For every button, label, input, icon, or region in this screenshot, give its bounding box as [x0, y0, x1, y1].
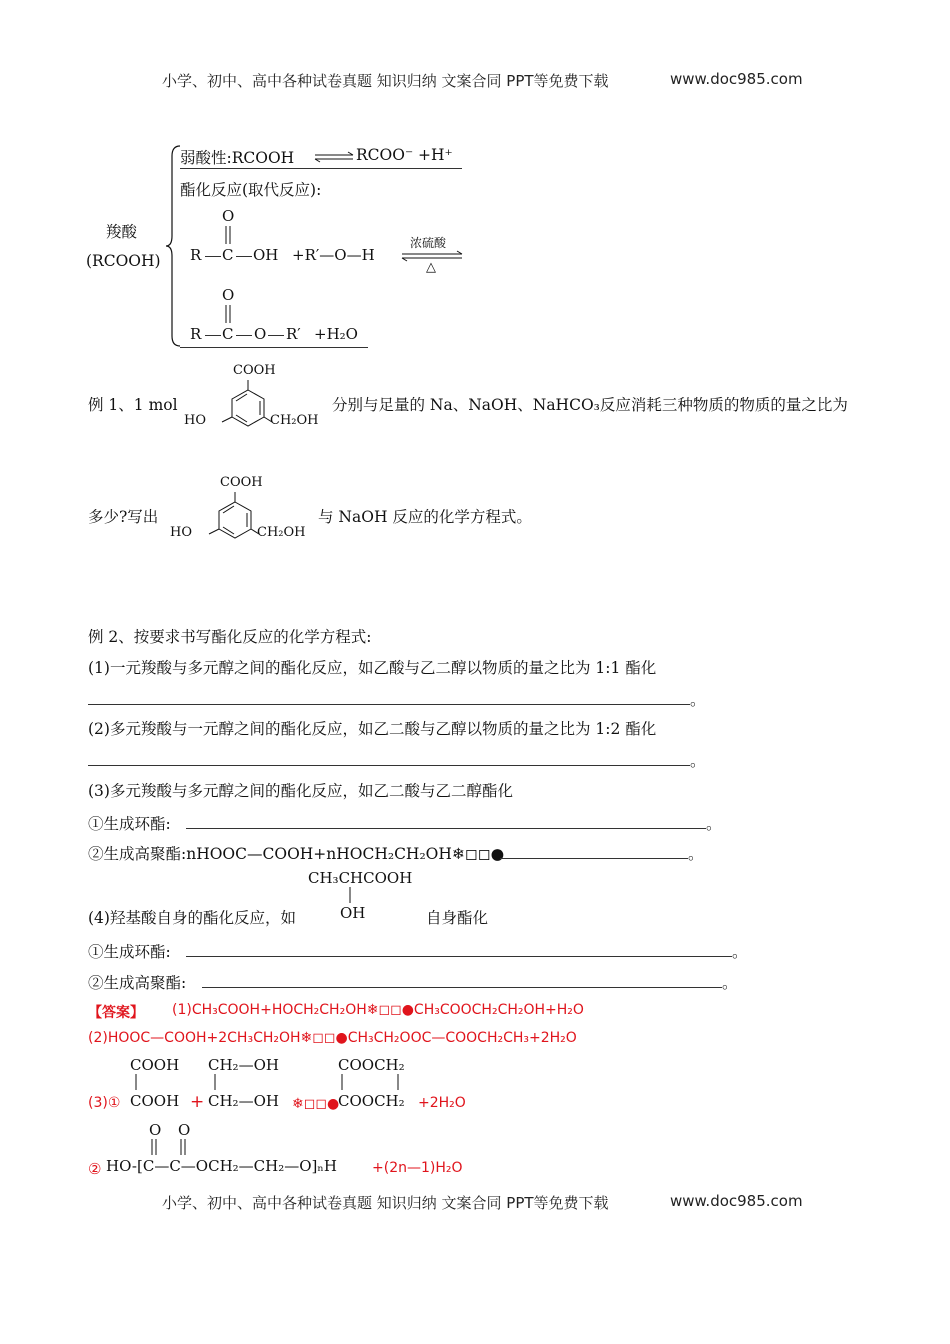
cyclic-top: COOCH₂: [338, 1056, 405, 1074]
period: 。: [690, 691, 706, 709]
question-3b: ②生成高聚酯:nHOOC—COOH+nHOCH₂CH₂OH❄◻◻●: [88, 845, 505, 863]
acid-c-atom: C: [222, 246, 234, 264]
struct-left: HO: [184, 413, 206, 428]
period: 。: [690, 752, 706, 770]
bond: [268, 335, 284, 336]
struct-top: COOH: [220, 475, 263, 490]
curly-brace: [164, 140, 184, 350]
period: 。: [706, 815, 722, 833]
answer-4-prefix: ②: [88, 1160, 102, 1178]
example1-prefix: 例 1、1 mol: [88, 396, 178, 414]
period: 。: [722, 974, 738, 992]
ester-c-atom: C: [222, 325, 234, 343]
lactic-top: CH₃CHCOOH: [308, 869, 413, 887]
example1-line2-suffix: 与 NaOH 反应的化学方程式。: [318, 508, 532, 526]
answer-line-4b[interactable]: [202, 987, 722, 988]
answer-3-prefix: (3)①: [88, 1095, 121, 1111]
answer-line-3b[interactable]: [500, 858, 688, 859]
alcohol-reactant: +R′—O—H: [292, 246, 375, 264]
example1-line2-prefix: 多少?写出: [88, 508, 159, 526]
ester-o-link: O: [254, 325, 267, 343]
acid-r-group: R: [190, 246, 202, 264]
question-4-prefix: (4)羟基酸自身的酯化反应，如: [88, 909, 296, 927]
carbonyl-o-1: O: [149, 1121, 162, 1139]
bond: [135, 1074, 139, 1090]
ester-double-bond: [223, 305, 233, 325]
answer-3-water: +2H₂O: [418, 1095, 466, 1111]
question-4-suffix: 自身酯化: [426, 909, 489, 927]
period: 。: [732, 943, 748, 961]
glycol-bottom: CH₂—OH: [208, 1092, 279, 1110]
bond: [236, 256, 252, 257]
struct-right: CH₂OH: [270, 413, 319, 428]
period: 。: [688, 845, 704, 863]
struct-right: CH₂OH: [257, 525, 306, 540]
reaction-arrow: ❄◻◻●: [292, 1096, 340, 1112]
header-text: 小学、初中、高中各种试卷真题 知识归纳 文案合同 PPT等免费下载: [162, 72, 609, 90]
acid-o-atom: O: [222, 207, 235, 225]
question-3: (3)多元羧酸与多元醇之间的酯化反应，如乙二酸与乙二醇酯化: [88, 782, 513, 800]
answer-2: (2)HOOC—COOH+2CH₃CH₂OH❄◻◻●CH₃CH₂OOC—COOCH₂CH₃+2H₂O: [88, 1030, 577, 1046]
answer-line-1[interactable]: [88, 704, 690, 705]
answer-4-water: +(2n—1)H₂O: [372, 1160, 463, 1176]
polyester-formula: HO-[C—C—OCH₂—CH₂—O]ₙH: [106, 1157, 337, 1175]
benzene-ring: [200, 378, 290, 438]
ester-r-prime: R′: [286, 325, 301, 343]
footer-site[interactable]: www.doc985.com: [670, 1192, 803, 1210]
acid-double-bond: [223, 226, 233, 246]
bond: [205, 256, 221, 257]
question-4b: ②生成高聚酯:: [88, 974, 187, 992]
cyclic-bottom: COOCH₂: [338, 1092, 405, 1110]
oxalic-bottom: COOH: [130, 1092, 180, 1110]
acid-formula: (RCOOH): [86, 252, 161, 270]
weak-acid-underline: [180, 168, 462, 169]
bond: [205, 335, 221, 336]
ring-bonds: [340, 1074, 430, 1090]
equilibrium-arrow: [315, 152, 355, 162]
answer-line-3a[interactable]: [186, 828, 706, 829]
question-1: (1)一元羧酸与多元醇之间的酯化反应，如乙酸与乙二醇以物质的量之比为 1:1 酯化: [88, 659, 657, 677]
question-4a: ①生成环酯:: [88, 943, 171, 961]
question-3a: ①生成环酯:: [88, 815, 171, 833]
question-2: (2)多元羧酸与一元醇之间的酯化反应，如乙二酸与乙醇以物质的量之比为 1:2 酯化: [88, 720, 657, 738]
bond: [349, 887, 353, 903]
carbonyl-double-bonds: [150, 1139, 190, 1157]
bond: [236, 335, 252, 336]
acid-oh-group: OH: [253, 246, 279, 264]
ester-o-atom: O: [222, 286, 235, 304]
oxalic-top: COOH: [130, 1056, 180, 1074]
struct-top: COOH: [233, 363, 276, 378]
header-site[interactable]: www.doc985.com: [670, 70, 803, 88]
answer-label: 【答案】: [88, 1005, 144, 1021]
catalyst-label: 浓硫酸: [410, 236, 447, 250]
answer-line-4a[interactable]: [186, 956, 732, 957]
weak-acid-label: 弱酸性:RCOOH: [180, 149, 295, 167]
water-product: +H₂O: [314, 325, 358, 343]
acid-name: 羧酸: [106, 223, 138, 241]
benzene-ring: [187, 490, 277, 550]
lactic-oh: OH: [340, 904, 366, 922]
carbonyl-o-2: O: [178, 1121, 191, 1139]
bond: [214, 1074, 218, 1090]
heat-symbol: △: [426, 260, 436, 275]
example1-suffix: 分别与足量的 Na、NaOH、NaHCO₃反应消耗三种物质的物质的量之比为: [332, 396, 848, 414]
struct-left: HO: [170, 525, 192, 540]
glycol-top: CH₂—OH: [208, 1056, 279, 1074]
ester-underline: [180, 347, 368, 348]
footer-text: 小学、初中、高中各种试卷真题 知识归纳 文案合同 PPT等免费下载: [162, 1194, 609, 1212]
plus-sign: +: [190, 1092, 205, 1112]
ester-label: 酯化反应(取代反应):: [180, 181, 322, 199]
answer-1: (1)CH₃COOH+HOCH₂CH₂OH❄◻◻●CH₃COOCH₂CH₂OH+H₂O: [172, 1002, 584, 1018]
weak-acid-products: RCOO⁻ +H⁺: [356, 146, 453, 164]
example2-title: 例 2、按要求书写酯化反应的化学方程式:: [88, 628, 372, 646]
answer-line-2[interactable]: [88, 765, 690, 766]
ester-r-group: R: [190, 325, 202, 343]
